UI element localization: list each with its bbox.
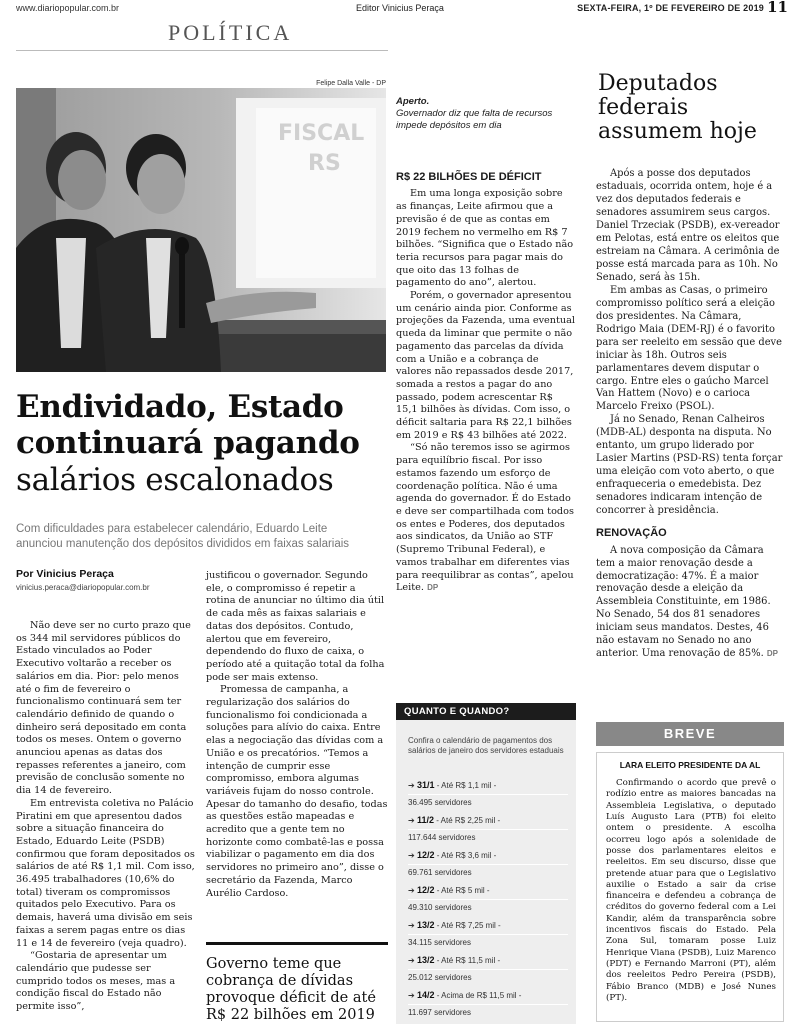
related-headline[interactable]: Governo teme que cobrança de dívidas provoque déficit de até R$ 22 bilhões em 2019 <box>206 956 376 1024</box>
backdrop-text-2: RS <box>308 151 341 176</box>
paragraph: Não deve ser no curto prazo que os 344 mil servidores públicos do Estado vinculados ao Poder Executivo voltarão a receber os salários em dia. Pior: pelo menos até o fim de fevereiro o funcionalismo continuará sem ter calendário definido de quando o dinheiro será depositado em conta todos os meses. Ontem o governo anunciou apenas as datas dos repasses referentes a janeiro, com previsão de conclusão somente no dia 14 de fevereiro. <box>16 620 191 797</box>
pay-date: 31/1 <box>416 780 435 790</box>
schedule-list <box>408 780 568 1024</box>
paragraph: Em entrevista coletiva no Palácio Piratini em que apresentou dados sobre a situação financeira do Estado, Eduardo Leite (PSDB) confirmou que foram depositados os salários de até R$ 1,1 mil. Com isso, 36.495 trabalhadores (10,6% do total) tiveram os compromissos quitados pelo Executivo. Para os demais, haverá uma divisão em seis faixas a serem pagas entre os dias 11 e 14 de fevereiro (veja quadro). <box>16 797 195 949</box>
pay-count: 69.761 servidores <box>408 868 472 877</box>
page-header <box>16 0 788 16</box>
side-headline: Deputados federais assumem hoje <box>598 71 757 144</box>
pay-range: Acima de R$ 11,5 mil - <box>441 991 522 1000</box>
related-divider <box>206 942 388 945</box>
pay-range: Até R$ 2,25 mil - <box>440 816 501 825</box>
pay-range: Até R$ 11,5 mil - <box>441 956 501 965</box>
author-sign: DP <box>766 649 779 659</box>
pay-count: 36.495 servidores <box>408 798 472 807</box>
pay-range: Até R$ 7,25 mil - <box>441 921 501 930</box>
photo-credit: Felipe Dalla Valle - DP <box>316 80 386 87</box>
paragraph: Já no Senado, Renan Calheiros (MDB-AL) desponta na disputa. No entanto, um grupo liderado por Lasier Martins (PSD-RS) tenta forçar uma eleição com voto aberto, o que enfraqueceria o emedebista. Dez senadores indicaram intenção de concorrer à presidência. <box>596 414 783 517</box>
paragraph: Em uma longa exposição sobre as finanças, Leite afirmou que a previsão é de que as contas em 2019 fechem no vermelho em R$ 7 bilhões. “Significa que o Estado não teria recursos para pagar mais do que oito das 13 folhas de pagamento do ano”, alertou. <box>396 188 574 289</box>
arrow-right-icon: ➔ <box>408 921 415 930</box>
article-column-3 <box>396 170 576 595</box>
section-title: POLÍTICA <box>168 20 293 45</box>
pay-count: 25.012 servidores <box>408 973 472 982</box>
list-item: ➔ 14/2 - Acima de R$ 11,5 mil - 11.697 servidores <box>408 990 568 1024</box>
byline: Por Vinicius Peraça <box>16 568 114 580</box>
paragraph: “Gostaria de apresentar um calendário que pudesse ser cumprido todos os meses, mas a condição fiscal do Estado não permite isso”, <box>16 950 176 1013</box>
editor-name: Editor Vinicius Peraça <box>356 3 444 13</box>
breve-label: BREVE <box>596 722 784 746</box>
paragraph: Em ambas as Casas, o primeiro compromisso político será a eleição dos presidentes. Na Câmara, Rodrigo Maia (DEM-RJ) é o favorito para ser reeleito em sessão que deve iniciar às 18h. Outros seis parlamentares devem disputar o cargo. Entre eles o gaúcho Marcel Van Hattem (Novo) e o carioca Marcelo Freixo (PSOL). <box>596 284 782 413</box>
pay-date: 14/2 <box>416 990 435 1000</box>
arrow-right-icon: ➔ <box>408 851 415 860</box>
subhead-renovacao: RENOVAÇÃO <box>596 527 667 540</box>
article-column-2 <box>206 570 388 900</box>
subhead-deficit: R$ 22 BILHÕES DE DÉFICIT <box>396 171 542 183</box>
pay-date: 13/2 <box>416 955 435 965</box>
article-column-1 <box>16 620 196 1014</box>
list-item: ➔ 11/2 - Até R$ 2,25 mil - 117.644 servidores <box>408 815 568 850</box>
pay-range: Até R$ 1,1 mil - <box>441 781 497 790</box>
paragraph: justificou o governador. Segundo ele, o compromisso é repetir a rotina de anunciar no último dia útil de cada mês as faixas salariais e datas dos depósitos. Contudo, alertou que em fevereiro, dependendo do fluxo de caixa, o período até a quitação total da folha pode ser mais extenso. <box>206 570 385 683</box>
pay-date: 12/2 <box>416 850 435 860</box>
paragraph <box>596 545 784 662</box>
pay-count: 117.644 servidores <box>408 833 476 842</box>
pay-date: 11/2 <box>416 815 434 825</box>
arrow-right-icon: ➔ <box>408 816 415 825</box>
paragraph-text: “Só não teremos isso se agirmos para equilíbrio fiscal. Por isso estamos fazendo um esforço de coordenação política. Não é uma agenda do governador. É do Estado e deve ser compartilhada com todos os entes e Poderes, dos deputados aos sindicatos, da União ao STF (Supremo Tribunal Federal), e vamos trabalhar em diferentes vias para reequilibrar as contas”, apelou Leite. <box>396 442 574 594</box>
page-number: 11 <box>767 0 788 16</box>
breve-title: LARA ELEITO PRESIDENTE DA AL <box>619 760 761 770</box>
paragraph: Porém, o governador apresentou um cenário ainda pior. Conforme as projeções da Fazenda, uma eventual queda da liminar que permite o não pagamento das parcelas da dívida com a União e a cobrança de valores não repassados desde 2017, somada a restos a pagar do ano passado, podem acrescentar R$ 15,1 bilhões às dívidas. Com isso, o déficit saltaria para R$ 22,1 bilhões em 2019 e R$ 43 bilhões até 2022. <box>396 290 576 441</box>
paragraph-text: A nova composição da Câmara tem a maior renovação desde a democratização: 47%. É a maior renovação desde a eleição da Assembleia Constituinte, em 1986. No Senado, 54 dos 81 senadores iniciam seus mandatos. Destes, 46 não estavam no Senado no ano anterior. Uma renovação de 85%. <box>596 544 771 660</box>
pay-range: Até R$ 3,6 mil - <box>441 851 497 860</box>
headline-light: salários escalonados <box>16 461 334 498</box>
paragraph: Promessa de campanha, a regularização dos salários do funcionalismo foi condicionada a soluções para alívio do caixa. Entre elas a negociação das dívidas com a União e os precatórios. “Temos a intenção de cumprir esse compromisso, embora algumas variáveis fujam do nosso controle. Apesar do tamanho do desafio, todas as questões estão mapeadas e acredito que a gente tem no horizonte como combatê-las e possa viabilizar o pagamento em dia dos servidores no primeiro ano”, disse o secretário da Fazenda, Marco Aurélio Cardoso. <box>206 684 388 899</box>
schedule-box-title: QUANTO E QUANDO? <box>396 703 576 720</box>
pay-range: Até R$ 5 mil - <box>441 886 490 895</box>
pay-count: 11.697 servidores <box>408 1008 471 1017</box>
paragraph: Após a posse dos deputados estaduais, ocorrida ontem, hoje é a vez dos deputados federais e senadores assumirem seus cargos. Daniel Trzeciak (PSDB), ex-vereador em Pelotas, está entre os eleitos que estreiam na Câmara. A cerimônia de posse está marcada para as 10h. No Senado, será às 15h. <box>596 168 780 283</box>
paragraph: Confirmando o acordo que prevê o rodízio entre as maiores bancadas na Assembleia Legislativa, o deputado Luís Augusto Lara (PTB) foi eleito ontem o presidente. A escolha ocorreu logo após a solenidade de posse dos parlamentares eleitos e reeleitos. Em seu discurso, disse que pretende atuar para que o Legislativo auxilie o Estado a sair da crise financeira e defendeu a cobrança de créditos do governo federal com a Lei Kandir, além da transparência sobre incentivos fiscais do Estado. Pela Zona Sul, tomaram posse Luiz Henrique Viana (PSDB), Luiz Marenco (PDT) e Fernando Marroni (PT), além dos reeleitos Pedro Pereira (PSDB), Fábio Branco (MDB) e José Nunes (PT). <box>606 778 776 1003</box>
author-email[interactable]: vinicius.peraca@diariopopular.com.br <box>16 583 150 592</box>
article-photo <box>16 88 386 372</box>
side-article <box>596 168 784 661</box>
caption-label: Aperto. <box>396 96 430 107</box>
list-item: ➔ 12/2 - Até R$ 5 mil - 49.310 servidores <box>408 885 568 920</box>
headline-bold: Endividado, Estado continuará pagando <box>16 389 360 461</box>
list-item: ➔ 13/2 - Até R$ 7,25 mil - 34.115 servidores <box>408 920 568 955</box>
caption-text: Governador diz que falta de recursos impede depósitos em dia <box>396 107 553 131</box>
author-sign: DP <box>427 583 439 593</box>
schedule-intro: Confira o calendário de pagamentos dos salários de janeiro dos servidores estaduais <box>408 736 564 755</box>
photo-illustration <box>16 88 386 372</box>
arrow-right-icon: ➔ <box>408 781 415 790</box>
article-headline <box>16 390 388 499</box>
arrow-right-icon: ➔ <box>408 886 415 895</box>
list-item: ➔ 31/1 - Até R$ 1,1 mil - 36.495 servidores <box>408 780 568 815</box>
section-divider <box>16 50 388 51</box>
paragraph <box>396 442 576 594</box>
article-lede: Com dificuldades para estabelecer calendário, Eduardo Leite anunciou manutenção dos depósitos divididos em faixas salariais <box>16 523 350 550</box>
breve-body <box>606 778 776 1004</box>
site-url[interactable]: www.diariopopular.com.br <box>16 3 120 13</box>
photo-caption <box>396 96 576 132</box>
edition-date: SEXTA-FEIRA, 1º DE FEVEREIRO DE 2019 <box>577 3 764 13</box>
arrow-right-icon: ➔ <box>408 991 415 1000</box>
pay-date: 13/2 <box>416 920 435 930</box>
list-item: ➔ 12/2 - Até R$ 3,6 mil - 69.761 servidores <box>408 850 568 885</box>
backdrop-text: FISCAL <box>278 121 365 146</box>
pay-date: 12/2 <box>416 885 435 895</box>
pay-count: 49.310 servidores <box>408 903 472 912</box>
list-item: ➔ 13/2 - Até R$ 11,5 mil - 25.012 servidores <box>408 955 568 990</box>
arrow-right-icon: ➔ <box>408 956 415 965</box>
pay-count: 34.115 servidores <box>408 938 471 947</box>
